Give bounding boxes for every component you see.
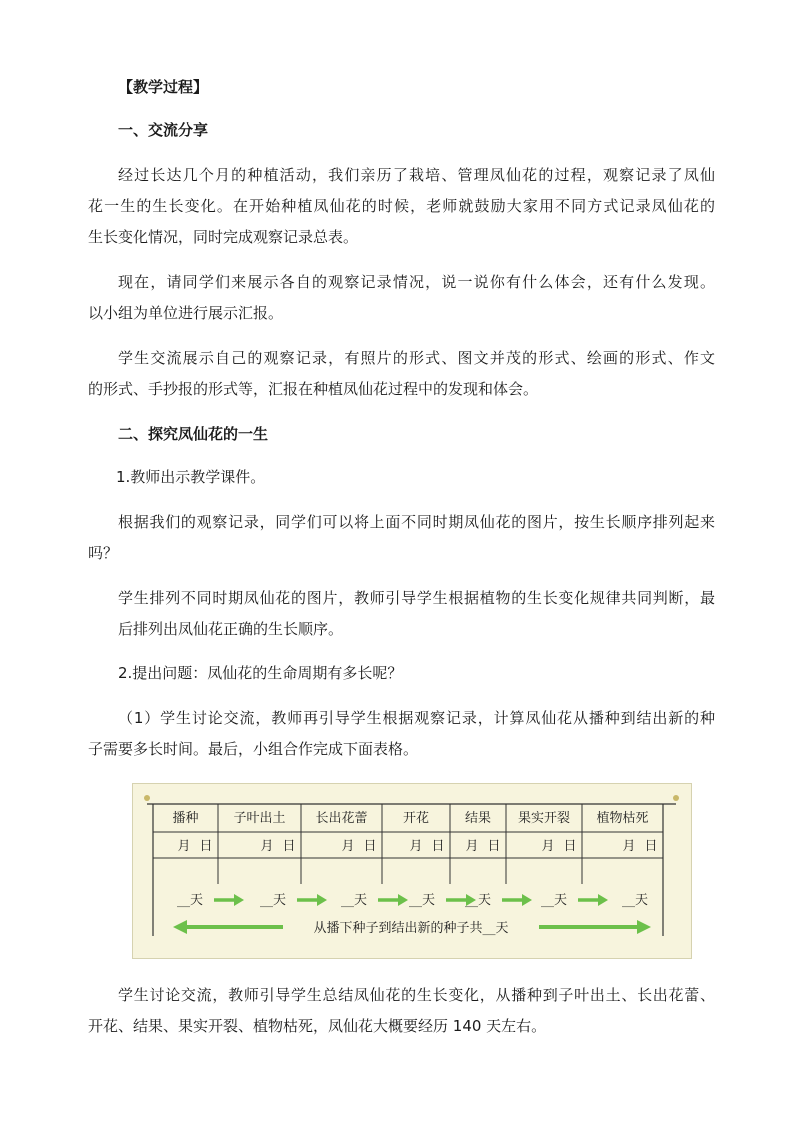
month-label: 月 — [409, 839, 423, 854]
section2-title: 二、探究凤仙花的一生 — [118, 425, 269, 443]
paragraph-5-line-1: 学生排列不同时期凤仙花的图片，教师引导学生根据植物的生长变化规律共同判断，最 — [118, 589, 715, 607]
list-item-1: 1.教师出示教学课件。 — [116, 468, 266, 486]
month-label: 月 — [177, 839, 191, 854]
day-label: 日 — [644, 839, 658, 854]
heading: 【教学过程】 — [118, 78, 209, 96]
total-arrow-left-head — [173, 920, 187, 934]
pin-left — [144, 795, 150, 801]
day-label: 日 — [282, 839, 296, 854]
paragraph-7-line-1: 学生讨论交流，教师引导学生总结凤仙花的生长变化，从播种到子叶出土、长出花蕾、 — [118, 986, 715, 1004]
paragraph-2-line-2: 以小组为单位进行展示汇报。 — [88, 304, 284, 322]
interval-label: __天 — [176, 893, 204, 908]
month-label: 月 — [465, 839, 479, 854]
paragraph-1-line-2: 花一生的生长变化。在开始种植凤仙花的时候，老师就鼓励大家用不同方式记录凤仙花的 — [88, 197, 715, 215]
stage-label: 长出花蕾 — [315, 811, 368, 826]
growth-record-table — [132, 783, 692, 959]
stage-label: 子叶出土 — [233, 811, 286, 826]
pin-right — [673, 795, 679, 801]
paragraph-1-line-3: 生长变化情况，同时完成观察记录总表。 — [88, 228, 359, 246]
interval-arrow-head — [522, 894, 532, 906]
list-item-2: 2.提出问题：凤仙花的生命周期有多长呢？ — [118, 664, 403, 682]
interval-arrow-head — [398, 894, 408, 906]
day-label: 日 — [431, 839, 445, 854]
interval-label: __天 — [259, 893, 287, 908]
stage-label: 植物枯死 — [596, 811, 649, 826]
stage-label: 开花 — [402, 811, 430, 826]
paragraph-4-line-2: 吗？ — [88, 544, 119, 562]
paragraph-4-line-1: 根据我们的观察记录，同学们可以将上面不同时期凤仙花的图片，按生长顺序排列起来 — [118, 513, 715, 531]
interval-label: __天 — [464, 893, 492, 908]
section1-title: 一、交流分享 — [118, 121, 209, 139]
month-label: 月 — [541, 839, 555, 854]
month-label: 月 — [622, 839, 636, 854]
paragraph-2-line-1: 现在，请同学们来展示各自的观察记录情况，说一说你有什么体会，还有什么发现。 — [118, 273, 715, 291]
paragraph-7-line-2: 开花、结果、果实开裂、植物枯死，凤仙花大概要经历 140 天左右。 — [88, 1017, 547, 1035]
day-label: 日 — [563, 839, 577, 854]
growth-table-graphic — [133, 784, 691, 958]
stage-label: 果实开裂 — [517, 811, 571, 826]
interval-arrow-head — [598, 894, 608, 906]
interval-label: __天 — [621, 893, 649, 908]
paragraph-1-line-1: 经过长达几个月的种植活动，我们亲历了栽培、管理凤仙花的过程，观察记录了凤仙 — [118, 166, 715, 184]
day-label: 日 — [487, 839, 501, 854]
stage-label: 播种 — [172, 811, 199, 826]
paragraph-6-line-1: （1）学生讨论交流，教师再引导学生根据观察记录，计算凤仙花从播种到结出新的种 — [118, 709, 715, 727]
month-label: 月 — [260, 839, 274, 854]
interval-label: __天 — [408, 893, 436, 908]
interval-label: __天 — [540, 893, 568, 908]
interval-label: __天 — [340, 893, 368, 908]
stage-label: 结果 — [464, 811, 492, 826]
paragraph-6-line-2: 子需要多长时间。最后，小组合作完成下面表格。 — [88, 740, 419, 758]
paragraph-3-line-2: 的形式、手抄报的形式等，汇报在种植凤仙花过程中的发现和体会。 — [88, 380, 539, 398]
day-label: 日 — [363, 839, 377, 854]
interval-arrow-head — [317, 894, 327, 906]
total-duration-label: 从播下种子到结出新的种子共__天 — [313, 921, 509, 936]
paragraph-3-line-1: 学生交流展示自己的观察记录，有照片的形式、图文并茂的形式、绘画的形式、作文 — [118, 349, 715, 367]
paragraph-5-line-2: 后排列出凤仙花正确的生长顺序。 — [118, 620, 344, 638]
month-label: 月 — [341, 839, 355, 854]
interval-arrow-head — [234, 894, 244, 906]
total-arrow-right-head — [637, 920, 651, 934]
day-label: 日 — [199, 839, 213, 854]
